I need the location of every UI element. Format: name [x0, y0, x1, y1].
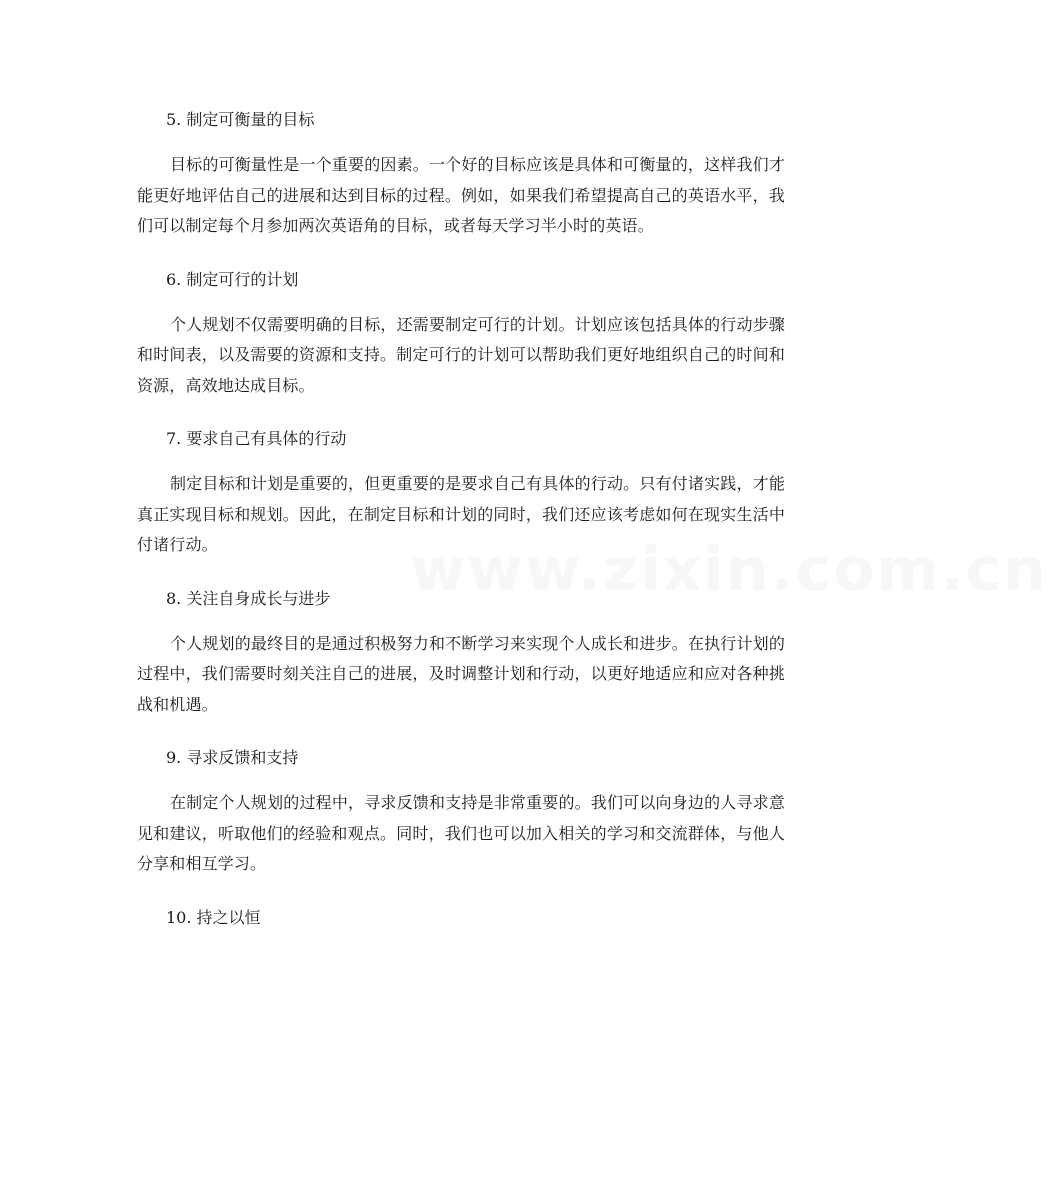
section-paragraph-8: 个人规划的最终目的是通过积极努力和不断学习来实现个人成长和进步。在执行计划的过程中，我们需要时刻关注自己的进展，及时调整计划和行动，以更好地适应和应对各种挑战和机遇。	[137, 633, 785, 714]
section-heading-10: 10. 持之以恒	[166, 907, 261, 927]
section-paragraph-9: 在制定个人规划的过程中，寻求反馈和支持是非常重要的。我们可以向身边的人寻求意见和建议，听取他们的经验和观点。同时，我们也可以加入相关的学习和交流群体，与他人分享和相互学习。	[137, 793, 785, 873]
watermark: www.zixin.com.cn	[410, 535, 1048, 605]
section-heading-9: 9. 寻求反馈和支持	[166, 748, 299, 767]
section-heading-8: 8. 关注自身成长与进步	[166, 588, 331, 608]
section-paragraph-6: 个人规划不仅需要明确的目标，还需要制定可行的计划。计划应该包括具体的行动步骤和时间表，以及需要的资源和支持。制定可行的计划可以帮助我们更好地组织自己的时间和资源，高效地达成目标。	[137, 314, 785, 395]
section-heading-7: 7. 要求自己有具体的行动	[166, 429, 347, 448]
section-paragraph-7: 制定目标和计划是重要的，但更重要的是要求自己有具体的行动。只有付诸实践，才能真正实现目标和规划。因此，在制定目标和计划的同时，我们还应该考虑如何在现实生活中付诸行动。	[137, 474, 785, 554]
section-heading-6: 6. 制定可行的计划	[166, 269, 299, 289]
section-heading-5: 5. 制定可衡量的目标	[166, 110, 315, 129]
document-body	[137, 106, 785, 948]
section-paragraph-5: 目标的可衡量性是一个重要的因素。一个好的目标应该是具体和可衡量的，这样我们才能更好地评估自己的进展和达到目标的过程。例如，如果我们希望提高自己的英语水平，我们可以制定每个月参加两次英语角的目标，或者每天学习半小时的英语。	[137, 155, 785, 235]
